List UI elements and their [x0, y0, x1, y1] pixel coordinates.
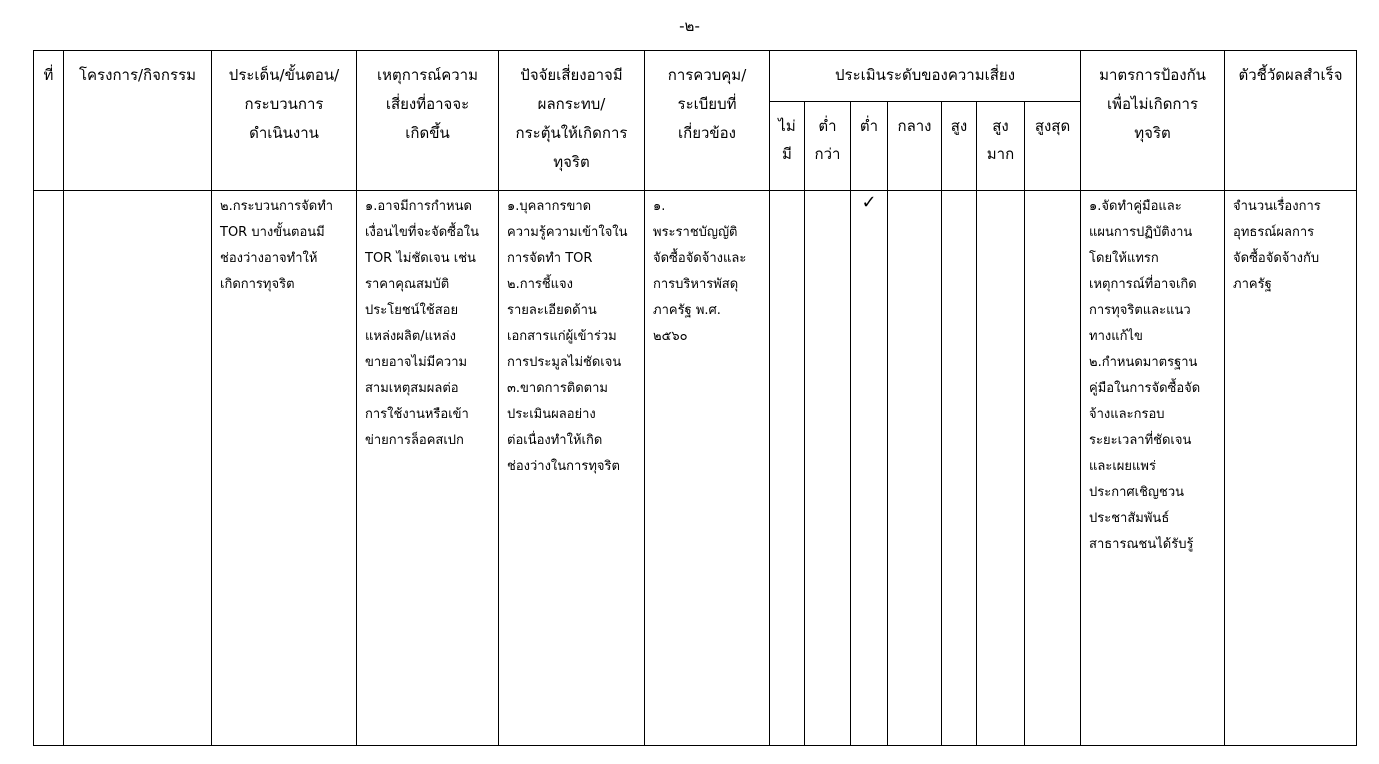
cell-control: ๑. พระราชบัญญัติ จัดซื้อจัดจ้างและ การบริหารพัสดุ ภาครัฐ พ.ศ. ๒๕๖๐ — [645, 191, 770, 746]
table-row — [34, 191, 1357, 746]
header-level-medium: กลาง — [888, 102, 942, 191]
header-prevention: มาตรการป้องกัน เพื่อไม่เกิดการ ทุจริต — [1081, 51, 1225, 191]
cell-risk-factor: ๑.บุคลากรขาด ความรู้ความเข้าใจใน การจัดทำ TOR ๒.การชี้แจง รายละเอียดด้าน เอกสารแก่ผู้เข้าร่วม การประมูลไม่ชัดเจน ๓.ขาดการติดตาม ประเมินผลอย่าง ต่อเนื่องทำให้เกิด ช่องว่างในการทุจริต — [499, 191, 645, 746]
cell-process: ๒.กระบวนการจัดทำ TOR บางขั้นตอนมี ช่องว่างอาจทำให้ เกิดการทุจริต — [212, 191, 357, 746]
header-level-highest: สูงสุด — [1025, 102, 1081, 191]
header-level-very-high: สูง มาก — [977, 102, 1025, 191]
cell-risk-event: ๑.อาจมีการกำหนด เงื่อนไขที่จะจัดซื้อใน TOR ไม่ชัดเจน เช่น ราคาคุณสมบัติ ประโยชน์ใช้สอย แหล่งผลิต/แหล่ง ขายอาจไม่มีความ สามเหตุสมผลต่อ การใช้งานหรือเข้า ข่ายการล็อคสเปก — [357, 191, 499, 746]
header-risk-level-assessment: ประเมินระดับของความเสี่ยง — [770, 51, 1081, 102]
cell-level-highest — [1025, 191, 1081, 746]
cell-success-indicator: จำนวนเรื่องการ อุทธรณ์ผลการ จัดซื้อจัดจ้างกับ ภาครัฐ — [1225, 191, 1357, 746]
header-level-low: ต่ำ — [851, 102, 888, 191]
risk-assessment-table — [33, 50, 1357, 746]
header-no: ที่ — [34, 51, 64, 191]
checkmark-icon: ✓ — [861, 192, 877, 213]
cell-level-none — [770, 191, 805, 746]
page-number: -๒- — [679, 17, 700, 35]
cell-project — [64, 191, 212, 746]
header-risk-factor: ปัจจัยเสี่ยงอาจมี ผลกระทบ/ กระตุ้นให้เกิดการ ทุจริต — [499, 51, 645, 191]
header-level-high: สูง — [942, 102, 977, 191]
header-project: โครงการ/กิจกรรม — [64, 51, 212, 191]
header-control: การควบคุม/ ระเบียบที่ เกี่ยวข้อง — [645, 51, 770, 191]
cell-level-medium — [888, 191, 942, 746]
header-level-none: ไม่ มี — [770, 102, 805, 191]
cell-level-very-low — [805, 191, 851, 746]
cell-level-very-high — [977, 191, 1025, 746]
header-risk-event: เหตุการณ์ความ เสี่ยงที่อาจจะ เกิดขึ้น — [357, 51, 499, 191]
cell-level-low — [851, 191, 888, 746]
header-success-indicator: ตัวชี้วัดผลสำเร็จ — [1225, 51, 1357, 191]
header-process: ประเด็น/ขั้นตอน/ กระบวนการ ดำเนินงาน — [212, 51, 357, 191]
cell-prevention: ๑.จัดทำคู่มือและ แผนการปฏิบัติงาน โดยให้แทรก เหตุการณ์ที่อาจเกิด การทุจริตและแนว ทางแก้ไข ๒.กำหนดมาตรฐาน คู่มือในการจัดซื้อจัด จ้างและกรอบ ระยะเวลาที่ชัดเจน และเผยแพร่ ประกาศเชิญชวน ประชาสัมพันธ์ สาธารณชนได้รับรู้ — [1081, 191, 1225, 746]
header-level-very-low: ต่ำ กว่า — [805, 102, 851, 191]
cell-no — [34, 191, 64, 746]
cell-level-high — [942, 191, 977, 746]
